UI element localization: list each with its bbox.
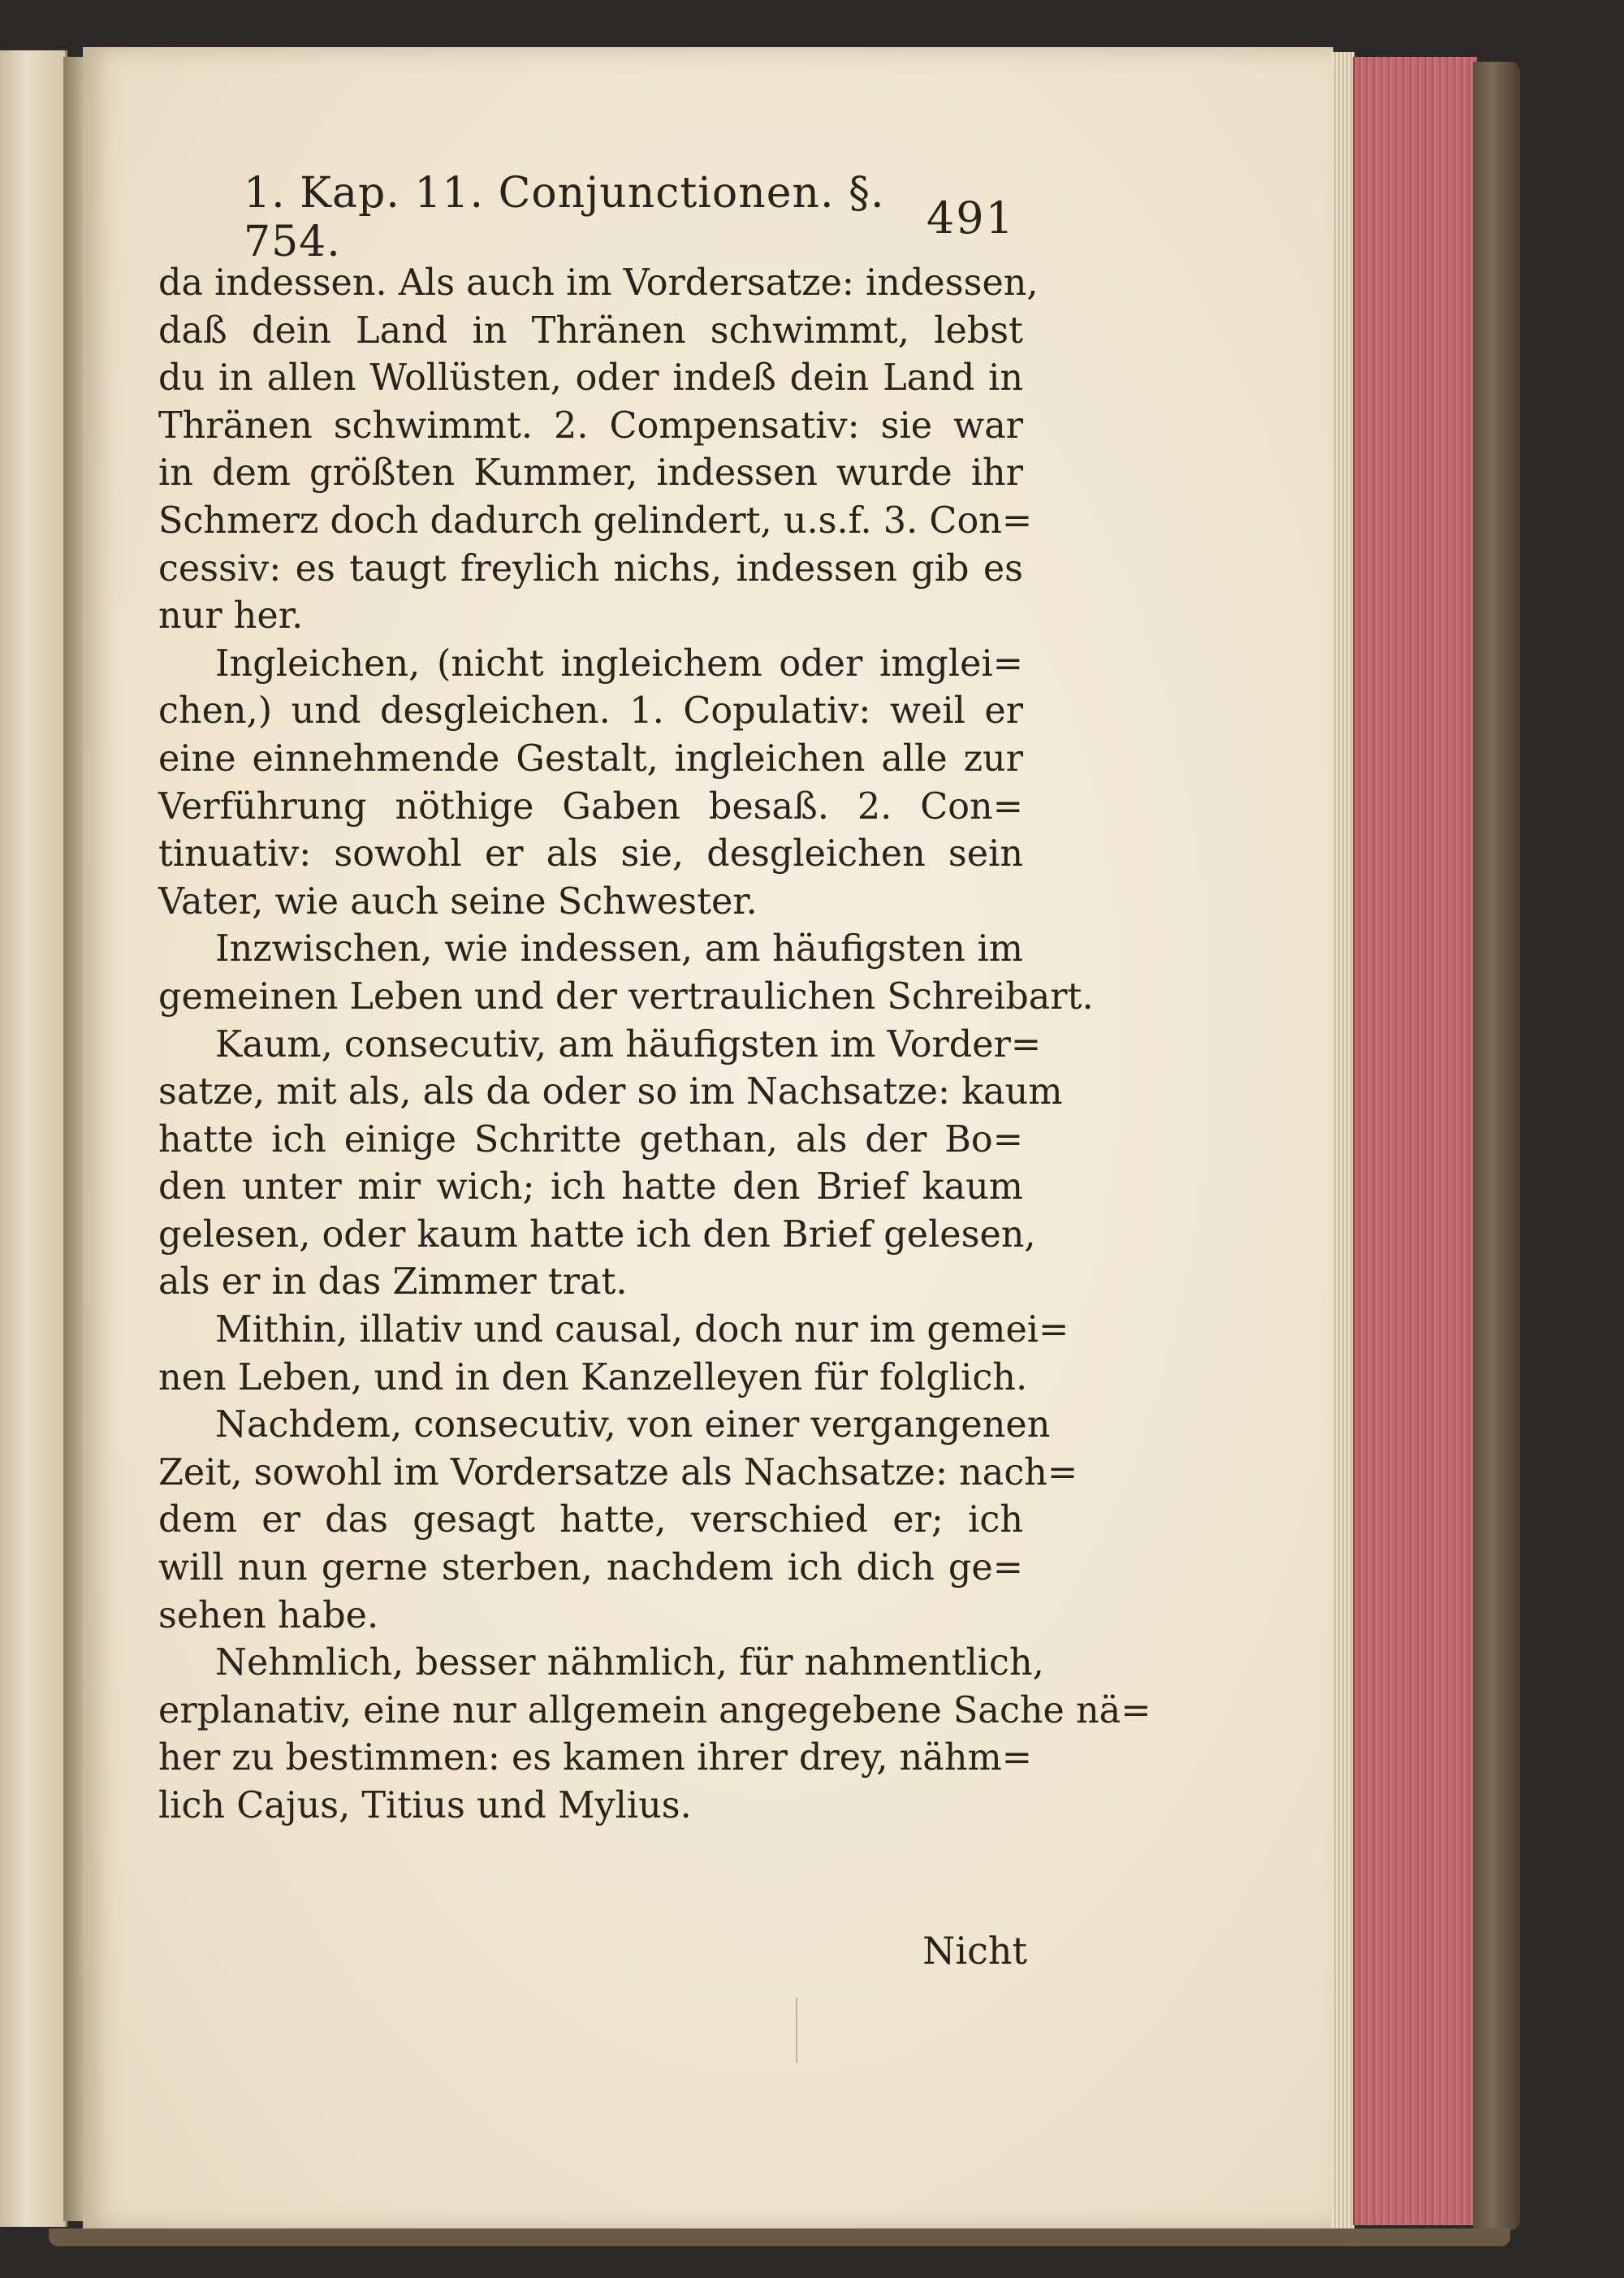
text-line: nen Leben, und in den Kanzelleyen für folglich. bbox=[158, 1356, 1028, 1398]
paper-mark bbox=[796, 1998, 797, 2063]
catchword: Nicht bbox=[922, 1929, 1027, 1973]
book-bottom-edge bbox=[49, 2228, 1510, 2246]
body-text bbox=[158, 260, 1151, 1831]
text-line: da indessen. Als auch im Vordersatze: indessen, bbox=[158, 262, 1039, 304]
text-line: Kaum, consecutiv, am häufigsten im Vorder= bbox=[215, 1023, 1042, 1066]
text-line: in dem größten Kummer, indessen wurde ihr bbox=[158, 452, 1023, 495]
text-line: tinuativ: sowohl er als sie, desgleichen sein bbox=[158, 833, 1023, 875]
text-line: Ingleichen, (nicht ingleichem oder imglei= bbox=[215, 642, 1023, 685]
text-line: Vater, wie auch seine Schwester. bbox=[158, 880, 758, 923]
page-number: 491 bbox=[926, 192, 1015, 244]
text-line: satze, mit als, als da oder so im Nachsatze: kaum bbox=[158, 1071, 1063, 1113]
running-title: 1. Kap. 11. Conjunctionen. §. 754. bbox=[244, 169, 885, 266]
text-line: daß dein Land in Thränen schwimmt, lebst bbox=[158, 309, 1023, 352]
text-line: gemeinen Leben und der vertraulichen Schreibart. bbox=[158, 975, 1094, 1018]
running-header bbox=[244, 169, 1015, 266]
text-line: Verführung nöthige Gaben besaß. 2. Con= bbox=[158, 785, 1023, 828]
text-line: lich Cajus, Titius und Mylius. bbox=[158, 1785, 692, 1826]
text-line: will nun gerne sterben, nachdem ich dich ge= bbox=[158, 1547, 1023, 1589]
text-line: den unter mir wich; ich hatte den Brief kaum bbox=[158, 1166, 1023, 1208]
text-line: Inzwischen, wie indessen, am häufigsten im bbox=[215, 928, 1023, 970]
red-edge-gilding bbox=[1353, 57, 1477, 2225]
text-line: Nehmlich, besser nähmlich, für nahmentlich, bbox=[215, 1642, 1044, 1684]
text-line: Mithin, illativ und causal, doch nur im gemei= bbox=[215, 1309, 1069, 1351]
text-line: du in allen Wollüsten, oder indeß dein Land in bbox=[158, 357, 1023, 400]
text-line: chen,) und desgleichen. 1. Copulativ: weil er bbox=[158, 690, 1023, 733]
text-line: dem er das gesagt hatte, verschied er; ich bbox=[158, 1499, 1023, 1541]
text-line: Nachdem, consecutiv, von einer vergangenen bbox=[215, 1404, 1051, 1446]
text-line: Schmerz doch dadurch gelindert, u.s.f. 3. Con= bbox=[158, 499, 1033, 542]
text-line: nur her. bbox=[158, 595, 304, 638]
text-line: Zeit, sowohl im Vordersatze als Nachsatze: nach= bbox=[158, 1451, 1078, 1493]
text-line: eine einnehmende Gestalt, ingleichen alle zur bbox=[158, 737, 1023, 780]
facing-page-edge bbox=[0, 50, 67, 2227]
text-line: Thränen schwimmt. 2. Compensativ: sie war bbox=[158, 404, 1023, 447]
text-line: sehen habe. bbox=[158, 1594, 379, 1636]
text-line: her zu bestimmen: es kamen ihrer drey, nähm= bbox=[158, 1737, 1032, 1779]
text-line: als er in das Zimmer trat. bbox=[158, 1261, 628, 1303]
book-cover bbox=[1473, 62, 1520, 2230]
text-line: erplanativ, eine nur allgemein angegebene Sache nä= bbox=[158, 1689, 1151, 1731]
text-line: hatte ich einige Schritte gethan, als der Bo= bbox=[158, 1118, 1023, 1161]
text-line: cessiv: es taugt freylich nichs, indessen gib es bbox=[158, 547, 1023, 590]
page-stack-edge bbox=[1332, 52, 1354, 2228]
text-line: gelesen, oder kaum hatte ich den Brief gelesen, bbox=[158, 1213, 1036, 1256]
